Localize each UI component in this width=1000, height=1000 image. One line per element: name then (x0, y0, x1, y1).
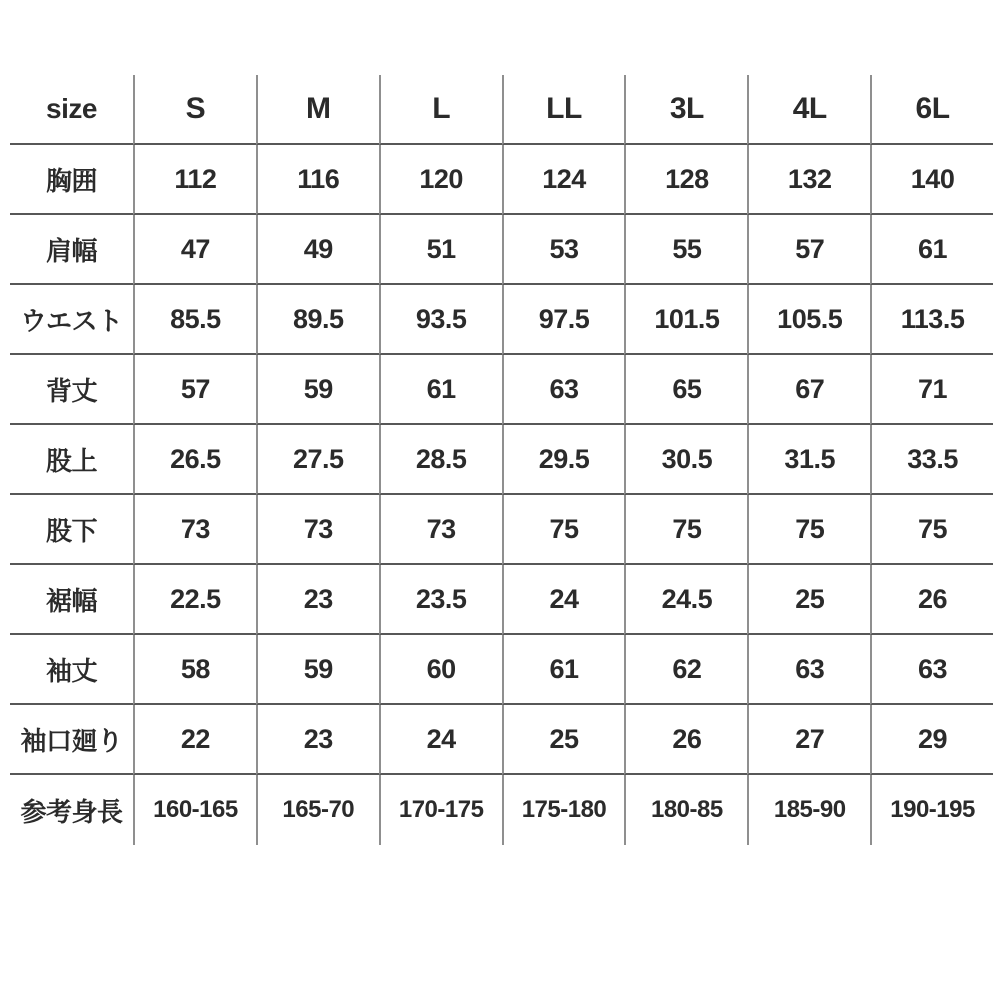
value-cell: 73 (379, 495, 502, 565)
value-cell: 63 (870, 635, 993, 705)
row-label: 肩幅 (10, 215, 133, 285)
value-cell: 24 (379, 705, 502, 775)
value-cell: 61 (379, 355, 502, 425)
value-cell: 26 (624, 705, 747, 775)
size-column-header: 3L (624, 75, 747, 145)
value-cell: 101.5 (624, 285, 747, 355)
value-cell: 31.5 (747, 425, 870, 495)
value-cell: 33.5 (870, 425, 993, 495)
value-cell: 24.5 (624, 565, 747, 635)
value-cell: 61 (502, 635, 625, 705)
value-cell: 75 (624, 495, 747, 565)
row-label: 袖口廻り (10, 705, 133, 775)
value-cell: 93.5 (379, 285, 502, 355)
row-label: 袖丈 (10, 635, 133, 705)
value-cell: 97.5 (502, 285, 625, 355)
value-cell: 160-165 (133, 775, 256, 845)
value-cell: 71 (870, 355, 993, 425)
value-cell: 23 (256, 565, 379, 635)
value-cell: 59 (256, 355, 379, 425)
value-cell: 175-180 (502, 775, 625, 845)
size-header-cell: size (10, 75, 133, 145)
value-cell: 60 (379, 635, 502, 705)
value-cell: 128 (624, 145, 747, 215)
value-cell: 25 (502, 705, 625, 775)
row-label: ウエスト (10, 285, 133, 355)
value-cell: 22 (133, 705, 256, 775)
value-cell: 27 (747, 705, 870, 775)
value-cell: 75 (747, 495, 870, 565)
value-cell: 59 (256, 635, 379, 705)
value-cell: 29.5 (502, 425, 625, 495)
size-chart-table (10, 75, 993, 845)
value-cell: 63 (747, 635, 870, 705)
value-cell: 28.5 (379, 425, 502, 495)
value-cell: 22.5 (133, 565, 256, 635)
size-column-header: 4L (747, 75, 870, 145)
value-cell: 180-85 (624, 775, 747, 845)
value-cell: 89.5 (256, 285, 379, 355)
row-label: 胸囲 (10, 145, 133, 215)
row-label: 股下 (10, 495, 133, 565)
value-cell: 26 (870, 565, 993, 635)
value-cell: 30.5 (624, 425, 747, 495)
value-cell: 65 (624, 355, 747, 425)
value-cell: 113.5 (870, 285, 993, 355)
value-cell: 26.5 (133, 425, 256, 495)
value-cell: 24 (502, 565, 625, 635)
value-cell: 75 (870, 495, 993, 565)
value-cell: 170-175 (379, 775, 502, 845)
value-cell: 53 (502, 215, 625, 285)
value-cell: 75 (502, 495, 625, 565)
value-cell: 132 (747, 145, 870, 215)
value-cell: 124 (502, 145, 625, 215)
value-cell: 112 (133, 145, 256, 215)
value-cell: 29 (870, 705, 993, 775)
size-column-header: S (133, 75, 256, 145)
value-cell: 51 (379, 215, 502, 285)
row-label: 股上 (10, 425, 133, 495)
row-label: 裾幅 (10, 565, 133, 635)
value-cell: 47 (133, 215, 256, 285)
value-cell: 73 (256, 495, 379, 565)
size-column-header: 6L (870, 75, 993, 145)
value-cell: 185-90 (747, 775, 870, 845)
value-cell: 57 (747, 215, 870, 285)
value-cell: 67 (747, 355, 870, 425)
value-cell: 61 (870, 215, 993, 285)
value-cell: 120 (379, 145, 502, 215)
row-label: 参考身長 (20, 796, 123, 827)
value-cell: 23.5 (379, 565, 502, 635)
value-cell: 62 (624, 635, 747, 705)
size-column-header: L (379, 75, 502, 145)
value-cell: 25 (747, 565, 870, 635)
value-cell: 73 (133, 495, 256, 565)
value-cell: 105.5 (747, 285, 870, 355)
value-cell: 85.5 (133, 285, 256, 355)
value-cell: 190-195 (870, 775, 993, 845)
value-cell: 116 (256, 145, 379, 215)
value-cell: 57 (133, 355, 256, 425)
size-column-header: LL (502, 75, 625, 145)
value-cell: 55 (624, 215, 747, 285)
size-column-header: M (256, 75, 379, 145)
value-cell: 140 (870, 145, 993, 215)
value-cell: 63 (502, 355, 625, 425)
row-label: 背丈 (10, 355, 133, 425)
value-cell: 23 (256, 705, 379, 775)
value-cell: 27.5 (256, 425, 379, 495)
value-cell: 49 (256, 215, 379, 285)
value-cell: 165-70 (256, 775, 379, 845)
value-cell: 58 (133, 635, 256, 705)
